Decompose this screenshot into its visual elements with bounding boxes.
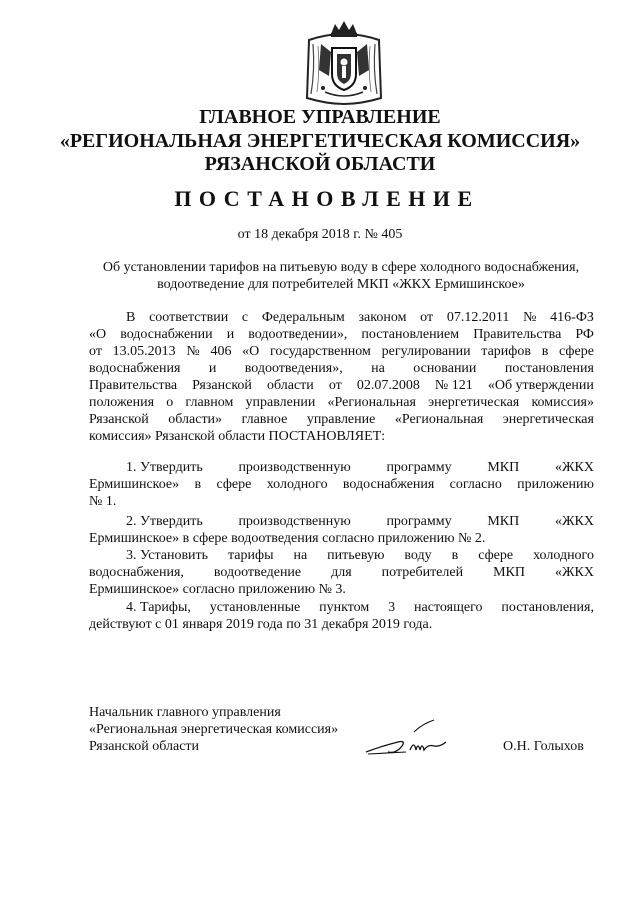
word: 13.05.2013 [112, 344, 176, 359]
document-date-number: от 18 декабря 2018 г. № 405 [237, 227, 403, 242]
word: 4. Тарифы, [126, 600, 191, 615]
item-1-line-1 [89, 459, 594, 476]
item-2-line-1 [89, 513, 594, 530]
word: в [541, 344, 549, 359]
word: «ЖКХ [554, 460, 594, 475]
item-1-line-3: № 1. [89, 494, 117, 509]
word: согласно [449, 477, 502, 492]
word: от [420, 310, 434, 325]
word: № [523, 310, 537, 325]
word: потребителей [381, 565, 464, 580]
word: и [226, 327, 235, 342]
word: от [328, 378, 342, 393]
word: 3 [388, 600, 396, 615]
word: основании [413, 361, 477, 376]
word: положения [89, 395, 155, 410]
word: «Об утверждении [487, 378, 594, 393]
preamble-line-7 [89, 411, 594, 428]
word: комиссия» [531, 395, 594, 410]
word: холодного [266, 477, 328, 492]
authority-name-line-2: «РЕГИОНАЛЬНАЯ ЭНЕРГЕТИЧЕСКАЯ КОМИССИЯ» [59, 130, 581, 152]
word: в [194, 477, 202, 492]
signer-position-line-2: «Региональная энергетическая комиссия» [89, 722, 339, 737]
word: 2. Утвердить [126, 514, 203, 529]
word: МКП [493, 565, 525, 580]
word: «Региональная [327, 395, 416, 410]
preamble-line-4 [89, 360, 594, 377]
word: воду [404, 548, 432, 563]
word: в [451, 548, 459, 563]
word: с [241, 310, 249, 325]
word: регулировании [381, 344, 471, 359]
word: производственную [238, 514, 351, 529]
word: сфере [478, 548, 514, 563]
signer-name: О.Н. Голыхов [503, 739, 584, 754]
word: Правительства [89, 378, 178, 393]
word: программу [386, 514, 452, 529]
word: водоснабжения [89, 361, 181, 376]
word: «ЖКХ [554, 514, 594, 529]
word: 3. Установить [126, 548, 209, 563]
coat-of-arms-emblem [301, 18, 387, 106]
subject-line-1: Об установлении тарифов на питьевую воду в сфере холодного водоснабжения, [102, 260, 580, 275]
word: области [266, 378, 314, 393]
word: постановления, [501, 600, 594, 615]
word: «О [242, 344, 260, 359]
item-4-line-2: действуют с 01 января 2019 года по 31 декабря 2019 года. [89, 617, 433, 632]
authority-name-line-3: РЯЗАНСКОЙ ОБЛАСТИ [204, 153, 436, 175]
document-type-title: ПОСТАНОВЛЕНИЕ [174, 186, 480, 211]
word: для [331, 565, 352, 580]
word: Правительства [473, 327, 562, 342]
word: приложению [517, 477, 594, 492]
word: «Региональная [394, 412, 484, 427]
item-3-line-3: Ермишинское» согласно приложению № 3. [89, 582, 346, 597]
word: на [293, 548, 308, 563]
word: РФ [575, 327, 594, 342]
word: установленные [209, 600, 301, 615]
authority-name-line-1: ГЛАВНОЕ УПРАВЛЕНИЕ [199, 106, 441, 128]
word: соответствии [149, 310, 229, 325]
word: водоснабжения, [89, 565, 184, 580]
word: постановлением [361, 327, 460, 342]
handwritten-signature [362, 716, 452, 760]
preamble-line-3 [89, 343, 594, 360]
preamble-line-5 [89, 377, 594, 394]
word: 07.12.2011 [446, 310, 510, 325]
word: энергетическая [428, 395, 520, 410]
word: на [371, 361, 385, 376]
word: и [208, 361, 217, 376]
item-4-line-1 [89, 599, 594, 616]
signer-position-line-3: Рязанской области [89, 739, 200, 754]
word: «О [89, 327, 107, 342]
word: водоотведения», [244, 361, 343, 376]
word: 02.07.2008 [356, 378, 420, 393]
preamble-line-2 [89, 326, 594, 343]
word: главное [241, 412, 288, 427]
word: водоотведении», [248, 327, 348, 342]
word: программу [386, 460, 452, 475]
word: 416-ФЗ [550, 310, 594, 325]
word: энергетическая [502, 412, 594, 427]
word: тарифов [481, 344, 531, 359]
word: питьевую [327, 548, 385, 563]
word: постановления [504, 361, 594, 376]
word: о [166, 395, 174, 410]
word: № 121 [434, 378, 473, 393]
word: водоснабжении [120, 327, 213, 342]
word: МКП [487, 514, 520, 529]
word: 1. Утвердить [126, 460, 203, 475]
preamble-line-8: комиссия» Рязанской области ПОСТАНОВЛЯЕТ: [89, 429, 386, 444]
item-3-line-2 [89, 564, 594, 581]
preamble-line-6 [89, 394, 594, 411]
word: настоящего [414, 600, 483, 615]
word: государственном [270, 344, 371, 359]
word: водоснабжения [342, 477, 435, 492]
word: пунктом [319, 600, 370, 615]
word: сфере [216, 477, 252, 492]
word: водоотведение [213, 565, 302, 580]
word: Рязанской [89, 412, 149, 427]
item-1-line-2 [89, 476, 594, 493]
word: от [89, 344, 102, 359]
preamble-line-1 [89, 309, 594, 326]
word: холодного [533, 548, 594, 563]
word: Ермишинское» [89, 477, 180, 492]
word: № [186, 344, 200, 359]
word: производственную [238, 460, 351, 475]
word: МКП [487, 460, 520, 475]
word: Рязанской [192, 378, 252, 393]
word: управление [306, 412, 376, 427]
item-2-line-2: Ермишинское» в сфере водоотведения согласно приложению № 2. [89, 531, 486, 546]
subject-line-2: водоотведение для потребителей МКП «ЖКХ Ермишинское» [157, 277, 525, 292]
word: сфере [559, 344, 594, 359]
word: главном [185, 395, 234, 410]
word: В [126, 310, 136, 325]
word: управлении [245, 395, 316, 410]
word: области» [168, 412, 223, 427]
word: тарифы [228, 548, 274, 563]
word: 406 [210, 344, 232, 359]
word: «ЖКХ [554, 565, 594, 580]
word: Федеральным [261, 310, 345, 325]
signer-position-line-1: Начальник главного управления [89, 705, 281, 720]
word: законом [358, 310, 407, 325]
item-3-line-1 [89, 547, 594, 564]
